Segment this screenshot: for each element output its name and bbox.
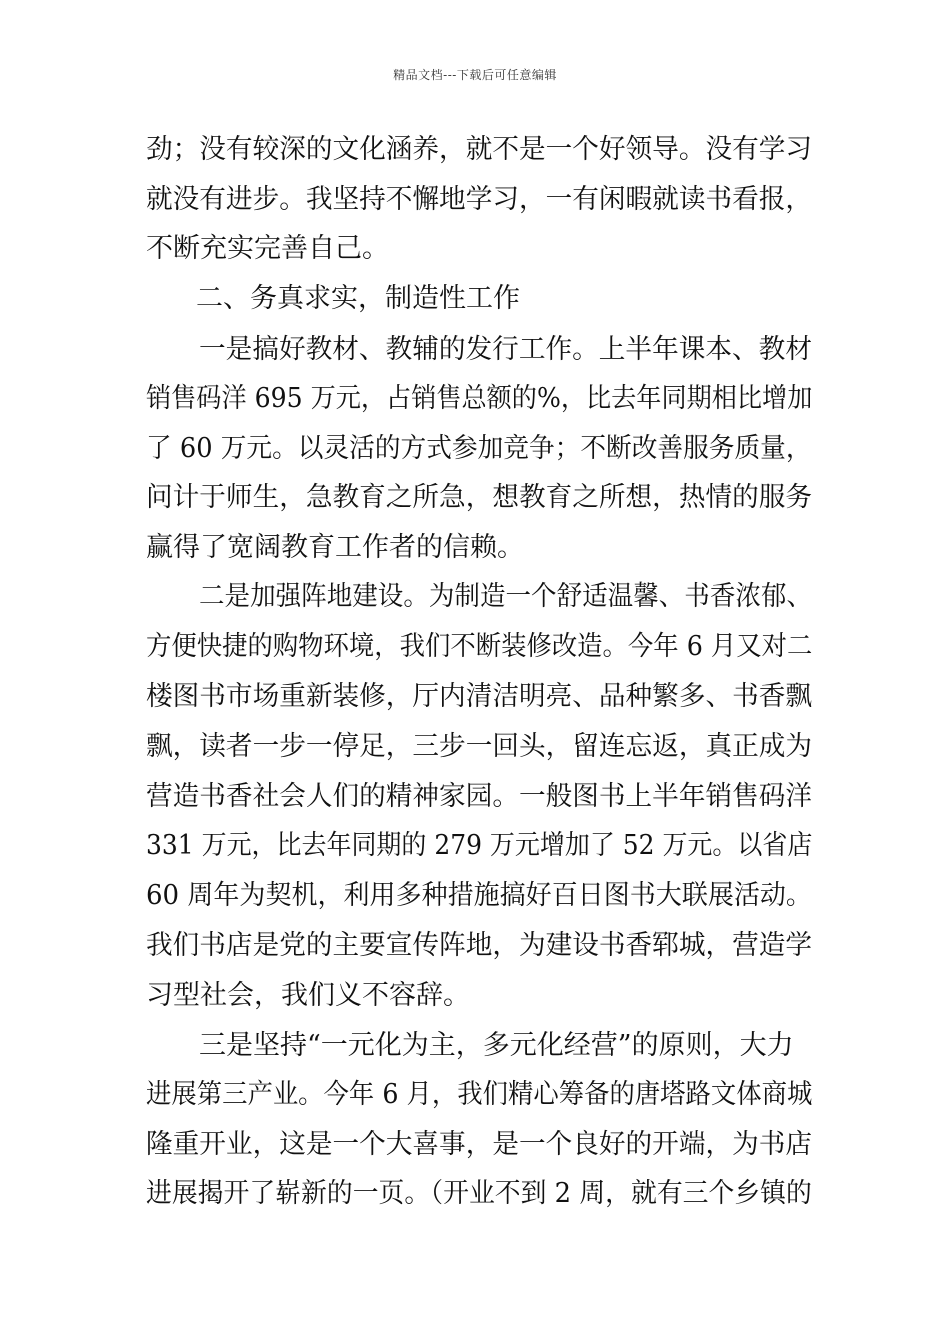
body-line: 进展揭开了崭新的一页。（开业不到 2 周，就有三个乡镇的 xyxy=(146,1178,812,1209)
body-line: 不断充实完善自己。 xyxy=(146,233,389,264)
body-line: 销售码洋 695 万元，占销售总额的%，比去年同期相比增加 xyxy=(146,383,813,414)
body-line: 劲；没有较深的文化涵养，就不是一个好领导。没有学习 xyxy=(146,134,813,165)
body-line: 问计于师生，急教育之所急，想教育之所想，热情的服务 xyxy=(146,482,813,513)
body-line: 营造书香社会人们的精神家园。一般图书上半年销售码洋 xyxy=(146,781,813,812)
body-line: 二是加强阵地建设。为制造一个舒适温馨、书香浓郁、 xyxy=(199,581,813,612)
body-line: 331 万元，比去年同期的 279 万元增加了 52 万元。以省店 xyxy=(146,830,813,861)
body-line: 三是坚持“一元化为主，多元化经营”的原则，大力 xyxy=(199,1030,794,1061)
body-line: 我们书店是党的主要宣传阵地，为建设书香郓城，营造学 xyxy=(146,930,813,961)
body-line: 一是搞好教材、教辅的发行工作。上半年课本、教材 xyxy=(199,334,812,365)
body-line: 赢得了宽阔教育工作者的信赖。 xyxy=(146,532,524,563)
body-line: 了 60 万元。以灵活的方式参加竞争；不断改善服务质量， xyxy=(146,433,812,464)
body-line: 进展第三产业。今年 6 月，我们精心筹备的唐塔路文体商城 xyxy=(146,1079,813,1110)
page-header: 精品文档---下载后可任意编辑 xyxy=(393,68,557,82)
body-line: 方便快捷的购物环境，我们不断装修改造。今年 6 月又对二 xyxy=(146,631,813,662)
body-line: 60 周年为契机，利用多种措施搞好百日图书大联展活动。 xyxy=(146,880,812,911)
body-line: 楼图书市场重新装修，厅内清洁明亮、品种繁多、书香飘 xyxy=(146,681,813,712)
body-line: 隆重开业，这是一个大喜事，是一个良好的开端，为书店 xyxy=(146,1129,813,1160)
body-line: 就没有进步。我坚持不懈地学习，一有闲暇就读书看报， xyxy=(146,184,813,215)
body-line: 习型社会，我们义不容辞。 xyxy=(146,980,470,1011)
section-heading: 二、务真求实，制造性工作 xyxy=(196,283,520,314)
body-line: 飘，读者一步一停足，三步一回头，留连忘返，真正成为 xyxy=(146,731,813,762)
